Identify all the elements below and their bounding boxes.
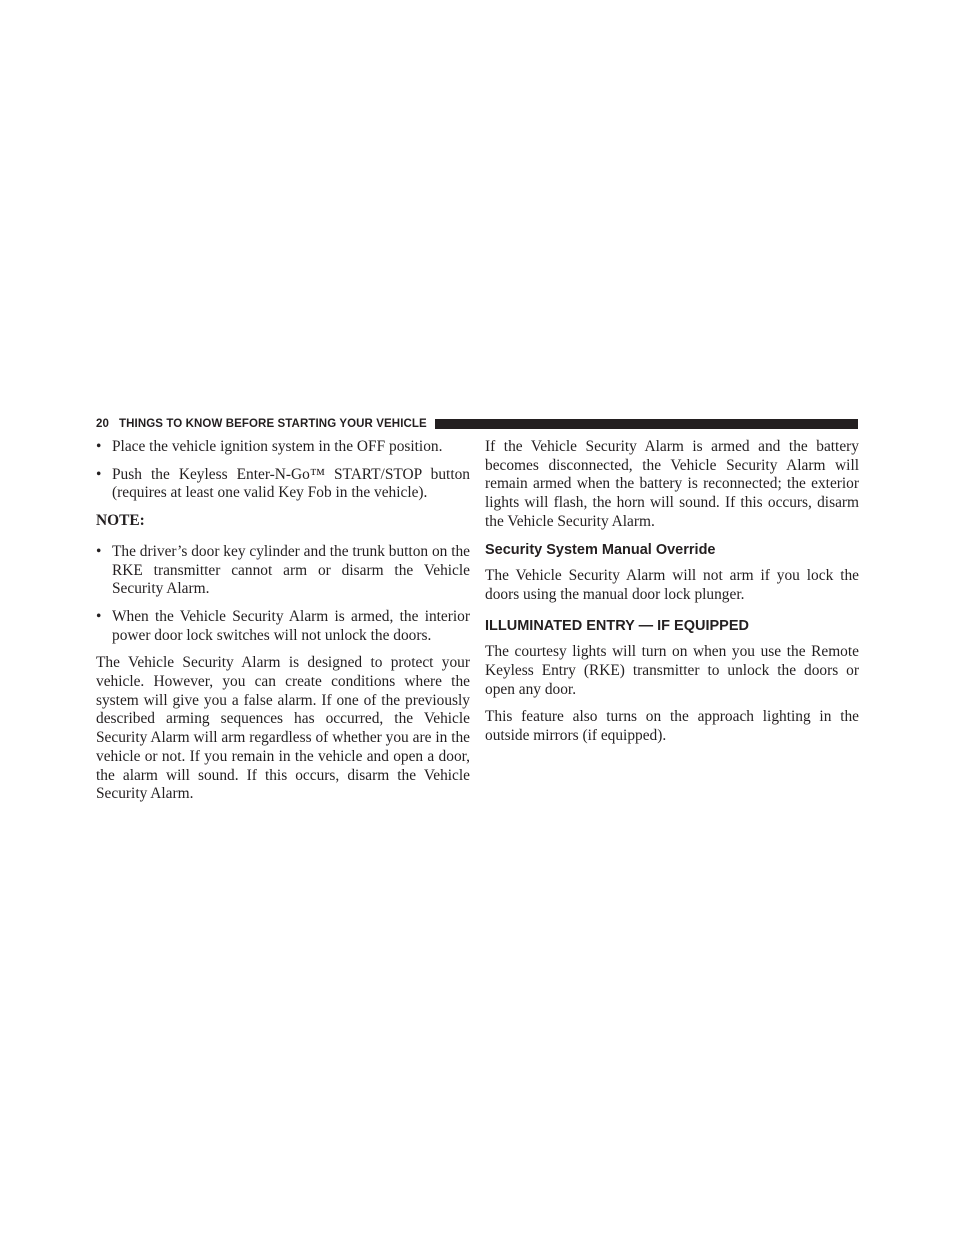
false-alarm-paragraph: The Vehicle Security Alarm is designed to protect your vehicle. However, you can create conditions where the system will give you a false alarm. If one of the previously described arming sequences has occurred, the Vehicle Security Alarm will arm regardless of whether you are in the vehicle or not. If you remain in the vehicle and open a door, the alarm will sound. If this occurs, disarm the Vehicle Security Alarm. [96, 654, 470, 803]
left-column [96, 438, 470, 813]
list-item-text: Place the vehicle ignition system in the OFF position. [112, 438, 443, 455]
list-item [96, 466, 470, 503]
list-item [96, 608, 470, 645]
list-item-text: When the Vehicle Security Alarm is armed, the interior power door lock switches will not unlock the doors. [112, 607, 470, 644]
note-list [96, 543, 470, 646]
note-label: NOTE: [96, 512, 145, 530]
override-paragraph: The Vehicle Security Alarm will not arm if you lock the doors using the manual door lock plunger. [485, 567, 859, 603]
bullet-icon: • [96, 542, 102, 560]
section-heading: ILLUMINATED ENTRY — IF EQUIPPED [485, 617, 749, 634]
bullet-icon: • [96, 465, 102, 483]
list-item [96, 438, 470, 457]
right-column [485, 438, 859, 755]
bullet-icon: • [96, 607, 102, 625]
courtesy-lights-paragraph: The courtesy lights will turn on when you use the Remote Keyless Entry (RKE) transmitter to unlock the doors or open any door. [485, 643, 859, 698]
bullet-icon: • [96, 438, 102, 455]
list-item-text: Push the Keyless Enter-N-Go™ START/STOP button (requires at least one valid Key Fob in the vehicle). [112, 465, 470, 502]
page-number: 20 [96, 418, 109, 430]
arming-steps-list [96, 438, 470, 503]
header-rule [435, 419, 858, 429]
page-header [96, 417, 858, 431]
list-item [96, 543, 470, 599]
list-item-text: The driver’s door key cylinder and the trunk button on the RKE transmitter cannot arm or disarm the Vehicle Security Alarm. [112, 542, 470, 598]
battery-paragraph: If the Vehicle Security Alarm is armed and the battery becomes disconnected, the Vehicle Security Alarm will remain armed when the battery is reconnected; the exterior lights will flash, the horn will sound. If this occurs, disarm the Vehicle Security Alarm. [485, 438, 859, 530]
subheading: Security System Manual Override [485, 541, 716, 558]
approach-lighting-paragraph: This feature also turns on the approach lighting in the outside mirrors (if equipped). [485, 708, 859, 745]
chapter-title: THINGS TO KNOW BEFORE STARTING YOUR VEHICLE [119, 418, 427, 430]
